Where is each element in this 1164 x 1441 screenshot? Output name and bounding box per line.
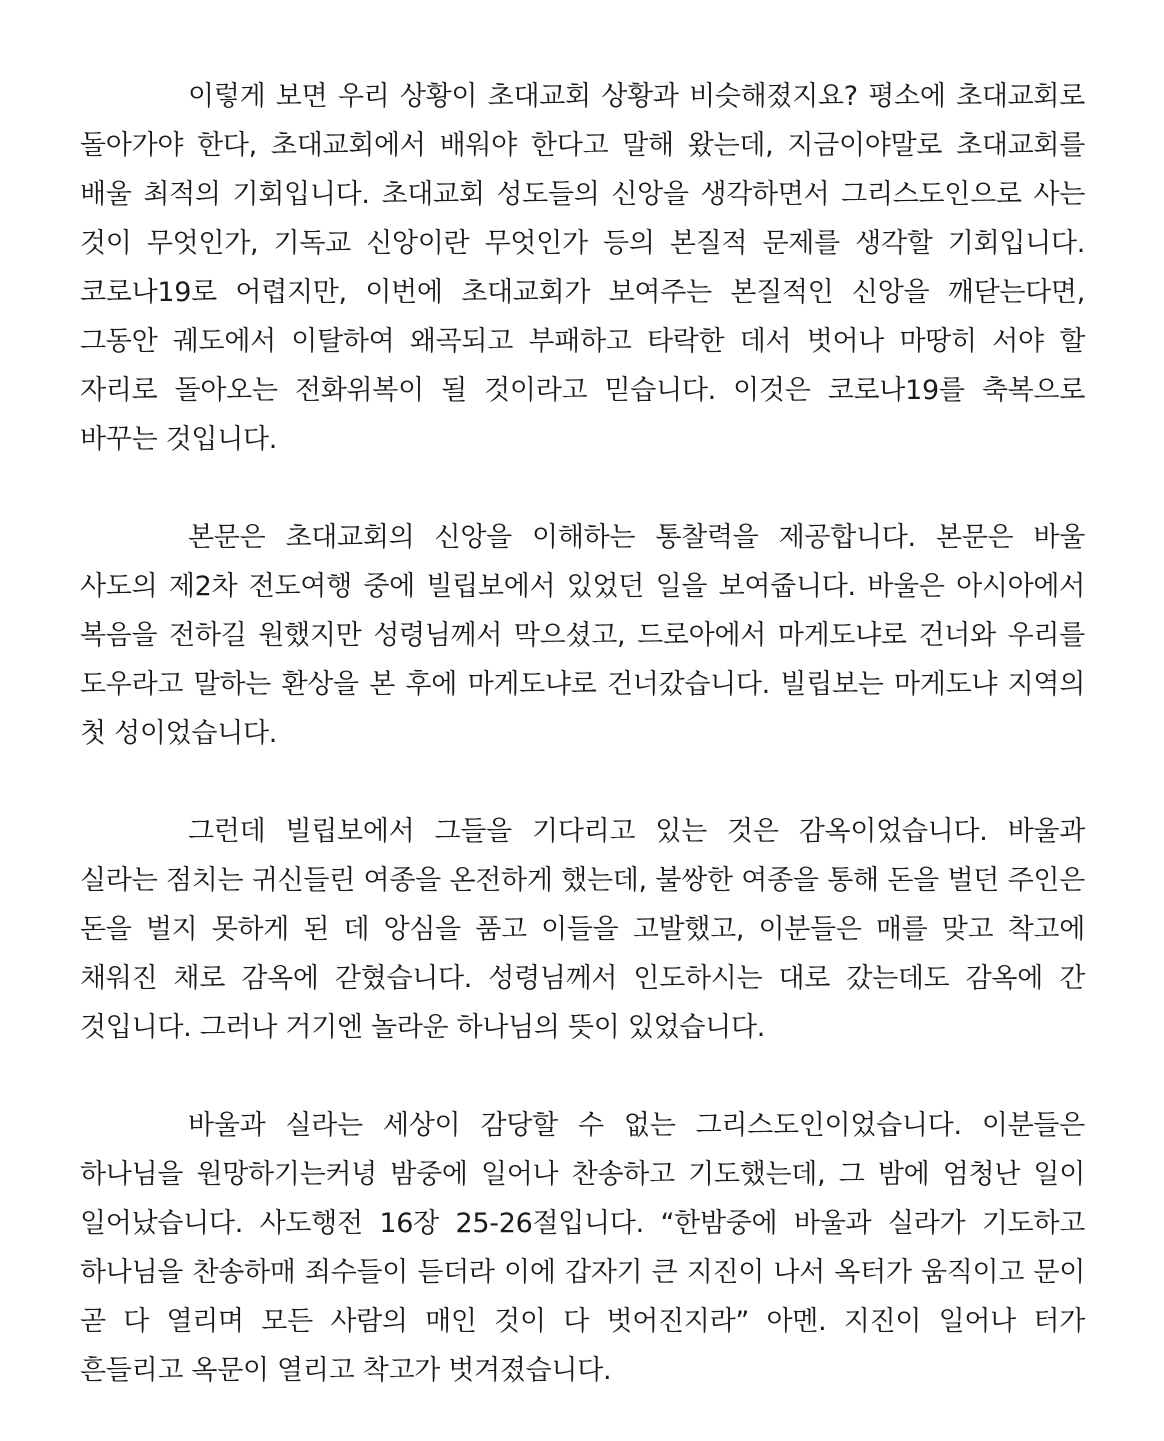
- paragraph-3: 그런데 빌립보에서 그들을 기다리고 있는 것은 감옥이었습니다. 바울과 실라는 점치는 귀신들린 여종을 온전하게 했는데, 불쌍한 여종을 통해 돈을 벌던 주인은 돈을 벌지 못하게 된 데 앙심을 품고 이들을 고발했고, 이분들은 매를 맞고 착고에 채워진 채로 감옥에 갇혔습니다. 성령님께서 인도하시는 대로 갔는데도 감옥에 간 것입니다. 그러나 거기엔 놀라운 하나님의 뜻이 있었습니다.: [80, 816, 1085, 1043]
- document-page: [80, 72, 1085, 1395]
- paragraph-2: 본문은 초대교회의 신앙을 이해하는 통찰력을 제공합니다. 본문은 바울 사도의 제2차 전도여행 중에 빌립보에서 있었던 일을 보여줍니다. 바울은 아시아에서 복음을 전하길 원했지만 성령님께서 막으셨고, 드로아에서 마게도냐로 건너와 우리를 도우라고 말하는 환상을 본 후에 마게도냐로 건너갔습니다. 빌립보는 마게도냐 지역의 첫 성이었습니다.: [80, 522, 1085, 749]
- paragraph-1: 이렇게 보면 우리 상황이 초대교회 상황과 비슷해졌지요? 평소에 초대교회로 돌아가야 한다, 초대교회에서 배워야 한다고 말해 왔는데, 지금이야말로 초대교회를 배울 최적의 기회입니다. 초대교회 성도들의 신앙을 생각하면서 그리스도인으로 사는 것이 무엇인가, 기독교 신앙이란 무엇인가 등의 본질적 문제를 생각할 기회입니다. 코로나19로 어렵지만, 이번에 초대교회가 보여주는 본질적인 신앙을 깨닫는다면, 그동안 궤도에서 이탈하여 왜곡되고 부패하고 타락한 데서 벗어나 마땅히 서야 할 자리로 돌아오는 전화위복이 될 것이라고 믿습니다. 이것은 코로나19를 축복으로 바꾸는 것입니다.: [80, 81, 1085, 455]
- paragraph-4: 바울과 실라는 세상이 감당할 수 없는 그리스도인이었습니다. 이분들은 하나님을 원망하기는커녕 밤중에 일어나 찬송하고 기도했는데, 그 밤에 엄청난 일이 일어났습니다. 사도행전 16장 25-26절입니다. “한밤중에 바울과 실라가 기도하고 하나님을 찬송하매 죄수들이 듣더라 이에 갑자기 큰 지진이 나서 옥터가 움직이고 문이 곧 다 열리며 모든 사람의 매인 것이 다 벗어진지라” 아멘. 지진이 일어나 터가 흔들리고 옥문이 열리고 착고가 벗겨졌습니다.: [80, 1110, 1085, 1386]
